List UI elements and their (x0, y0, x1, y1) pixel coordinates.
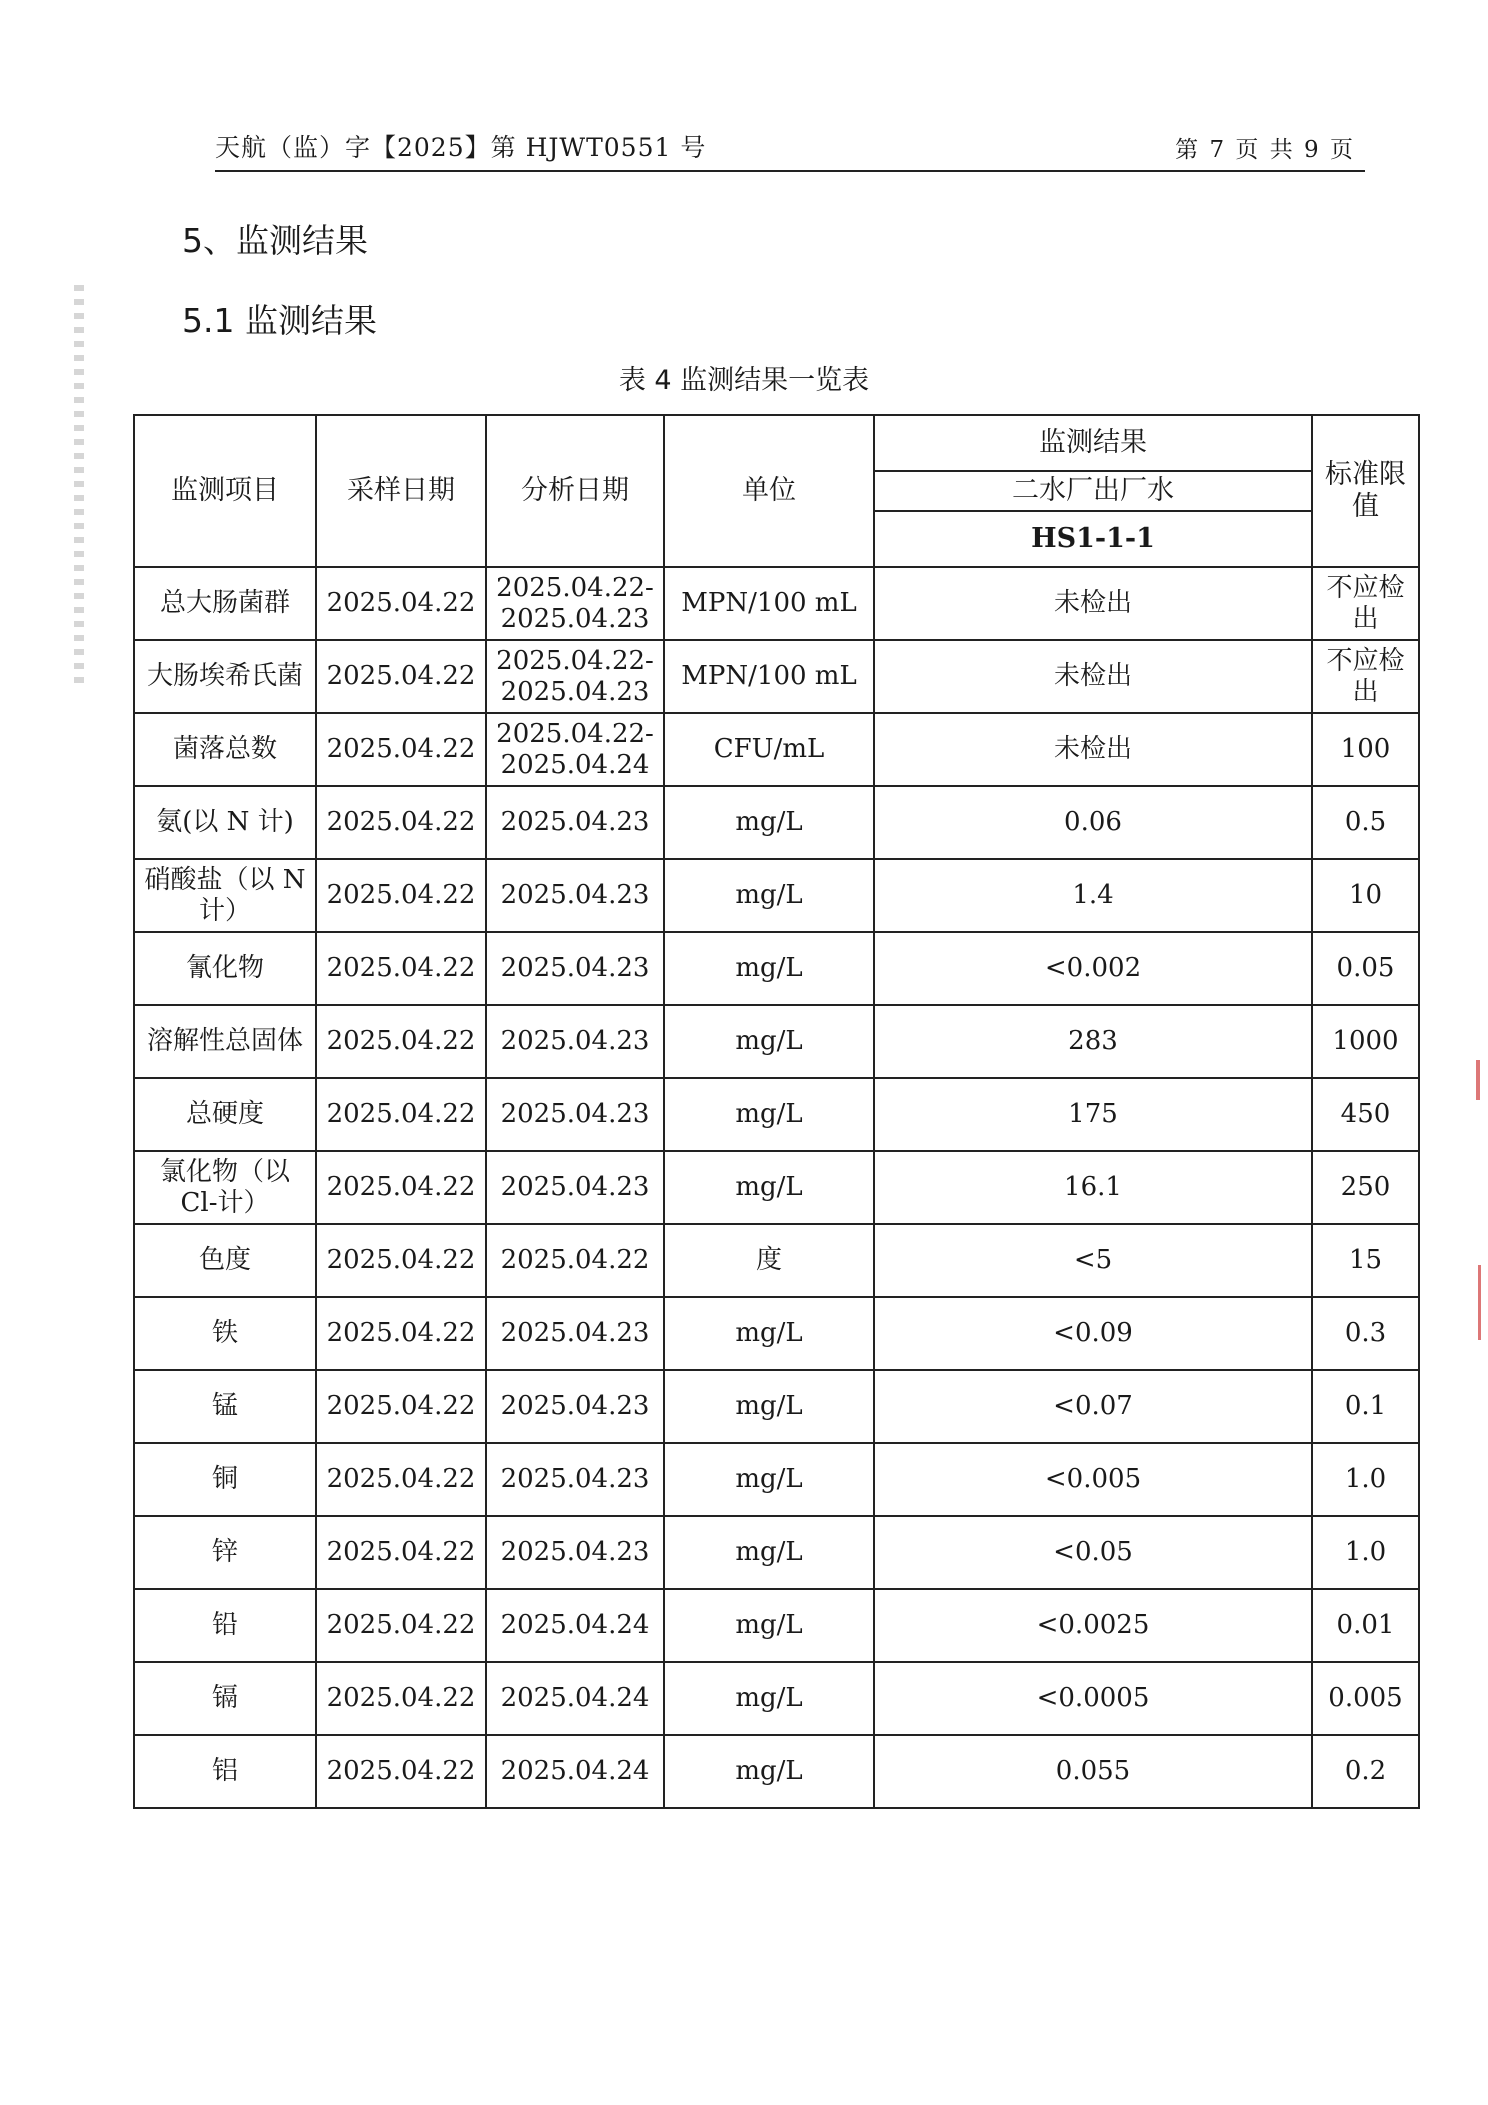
cell-unit: mg/L (664, 859, 874, 932)
cell-unit: mg/L (664, 1078, 874, 1151)
cell-result: 0.055 (874, 1735, 1312, 1808)
cell-analysis-date: 2025.04.22-2025.04.24 (486, 713, 664, 786)
cell-item: 色度 (134, 1224, 316, 1297)
cell-sample-date: 2025.04.22 (316, 1589, 486, 1662)
cell-sample-date: 2025.04.22 (316, 1151, 486, 1224)
cell-item: 氯化物（以 Cl-计） (134, 1151, 316, 1224)
cell-unit: mg/L (664, 1297, 874, 1370)
cell-limit: 1.0 (1312, 1516, 1419, 1589)
cell-unit: mg/L (664, 1662, 874, 1735)
header-sample-code: HS1-1-1 (874, 511, 1312, 567)
cell-limit: 0.1 (1312, 1370, 1419, 1443)
doc-number: 天航（监）字【2025】第 HJWT0551 号 (215, 133, 707, 162)
cell-limit: 0.01 (1312, 1589, 1419, 1662)
cell-result: <0.05 (874, 1516, 1312, 1589)
cell-result: <0.0005 (874, 1662, 1312, 1735)
table-row (134, 1370, 1419, 1443)
cell-sample-date: 2025.04.22 (316, 713, 486, 786)
results-body (134, 567, 1419, 1808)
cell-limit: 不应检出 (1312, 640, 1419, 713)
header-limit: 标准限值 (1312, 415, 1419, 567)
stamp-mark (1476, 1060, 1480, 1100)
cell-result: 16.1 (874, 1151, 1312, 1224)
cell-sample-date: 2025.04.22 (316, 1224, 486, 1297)
table-row (134, 1662, 1419, 1735)
cell-result: 283 (874, 1005, 1312, 1078)
section-title: 5、监测结果 (182, 221, 368, 260)
cell-result: <0.002 (874, 932, 1312, 1005)
cell-result: 未检出 (874, 713, 1312, 786)
cell-result: 未检出 (874, 567, 1312, 640)
cell-limit: 10 (1312, 859, 1419, 932)
cell-sample-date: 2025.04.22 (316, 1735, 486, 1808)
cell-item: 铜 (134, 1443, 316, 1516)
cell-limit: 250 (1312, 1151, 1419, 1224)
cell-item: 铅 (134, 1589, 316, 1662)
table-row (134, 859, 1419, 932)
cell-analysis-date: 2025.04.22-2025.04.23 (486, 640, 664, 713)
cell-result: <5 (874, 1224, 1312, 1297)
table-row (134, 1151, 1419, 1224)
table-row (134, 1516, 1419, 1589)
table-row (134, 1297, 1419, 1370)
cell-analysis-date: 2025.04.22-2025.04.23 (486, 567, 664, 640)
cell-limit: 450 (1312, 1078, 1419, 1151)
cell-analysis-date: 2025.04.23 (486, 1005, 664, 1078)
table-row (134, 713, 1419, 786)
cell-result: 0.06 (874, 786, 1312, 859)
header-sample-date: 采样日期 (316, 415, 486, 567)
cell-limit: 1000 (1312, 1005, 1419, 1078)
cell-limit: 不应检出 (1312, 567, 1419, 640)
cell-analysis-date: 2025.04.24 (486, 1589, 664, 1662)
binding-edge-mark (74, 285, 84, 685)
table-row (134, 1005, 1419, 1078)
cell-sample-date: 2025.04.22 (316, 786, 486, 859)
cell-sample-date: 2025.04.22 (316, 1662, 486, 1735)
cell-limit: 0.005 (1312, 1662, 1419, 1735)
cell-item: 氰化物 (134, 932, 316, 1005)
table-row (134, 1443, 1419, 1516)
cell-sample-date: 2025.04.22 (316, 859, 486, 932)
cell-unit: MPN/100 mL (664, 567, 874, 640)
cell-unit: mg/L (664, 786, 874, 859)
table-row (134, 1224, 1419, 1297)
cell-unit: mg/L (664, 1370, 874, 1443)
cell-sample-date: 2025.04.22 (316, 567, 486, 640)
cell-unit: mg/L (664, 1005, 874, 1078)
page-header (215, 128, 1365, 172)
header-analysis-date: 分析日期 (486, 415, 664, 567)
cell-item: 总大肠菌群 (134, 567, 316, 640)
cell-result: <0.005 (874, 1443, 1312, 1516)
cell-unit: mg/L (664, 1443, 874, 1516)
header-result: 监测结果 (874, 415, 1312, 471)
table-row (134, 567, 1419, 640)
table-row (134, 1078, 1419, 1151)
cell-unit: mg/L (664, 1589, 874, 1662)
cell-result: 未检出 (874, 640, 1312, 713)
cell-unit: mg/L (664, 1516, 874, 1589)
table-row (134, 1735, 1419, 1808)
cell-analysis-date: 2025.04.23 (486, 1516, 664, 1589)
cell-item: 镉 (134, 1662, 316, 1735)
cell-limit: 1.0 (1312, 1443, 1419, 1516)
cell-unit: MPN/100 mL (664, 640, 874, 713)
cell-unit: 度 (664, 1224, 874, 1297)
cell-sample-date: 2025.04.22 (316, 640, 486, 713)
table-row (134, 932, 1419, 1005)
cell-unit: CFU/mL (664, 713, 874, 786)
cell-result: <0.0025 (874, 1589, 1312, 1662)
cell-analysis-date: 2025.04.22 (486, 1224, 664, 1297)
cell-result: 1.4 (874, 859, 1312, 932)
cell-result: <0.09 (874, 1297, 1312, 1370)
header-site: 二水厂出厂水 (874, 471, 1312, 511)
cell-analysis-date: 2025.04.23 (486, 1078, 664, 1151)
cell-analysis-date: 2025.04.23 (486, 1370, 664, 1443)
cell-sample-date: 2025.04.22 (316, 1443, 486, 1516)
cell-item: 铁 (134, 1297, 316, 1370)
cell-sample-date: 2025.04.22 (316, 1370, 486, 1443)
cell-sample-date: 2025.04.22 (316, 1005, 486, 1078)
stamp-mark (1478, 1265, 1481, 1340)
subsection-title: 5.1 监测结果 (182, 301, 377, 340)
cell-item: 硝酸盐（以 N 计） (134, 859, 316, 932)
cell-item: 铝 (134, 1735, 316, 1808)
header-unit: 单位 (664, 415, 874, 567)
results-table (133, 414, 1420, 1809)
cell-analysis-date: 2025.04.24 (486, 1735, 664, 1808)
cell-sample-date: 2025.04.22 (316, 1516, 486, 1589)
cell-sample-date: 2025.04.22 (316, 932, 486, 1005)
cell-item: 大肠埃希氏菌 (134, 640, 316, 713)
page-info: 第 7 页 共 9 页 (1175, 137, 1355, 163)
cell-item: 溶解性总固体 (134, 1005, 316, 1078)
cell-analysis-date: 2025.04.23 (486, 1151, 664, 1224)
table-row (134, 640, 1419, 713)
cell-limit: 0.2 (1312, 1735, 1419, 1808)
cell-sample-date: 2025.04.22 (316, 1297, 486, 1370)
cell-limit: 15 (1312, 1224, 1419, 1297)
cell-analysis-date: 2025.04.23 (486, 1297, 664, 1370)
cell-item: 锌 (134, 1516, 316, 1589)
cell-limit: 0.3 (1312, 1297, 1419, 1370)
cell-result: 175 (874, 1078, 1312, 1151)
cell-item: 锰 (134, 1370, 316, 1443)
cell-limit: 0.05 (1312, 932, 1419, 1005)
cell-unit: mg/L (664, 1735, 874, 1808)
cell-item: 菌落总数 (134, 713, 316, 786)
cell-analysis-date: 2025.04.23 (486, 859, 664, 932)
cell-limit: 0.5 (1312, 786, 1419, 859)
cell-item: 氨(以 N 计) (134, 786, 316, 859)
cell-sample-date: 2025.04.22 (316, 1078, 486, 1151)
cell-unit: mg/L (664, 1151, 874, 1224)
cell-item: 总硬度 (134, 1078, 316, 1151)
cell-result: <0.07 (874, 1370, 1312, 1443)
table-row (134, 1589, 1419, 1662)
cell-limit: 100 (1312, 713, 1419, 786)
table-caption: 表 4 监测结果一览表 (618, 365, 870, 396)
header-item: 监测项目 (134, 415, 316, 567)
table-row (134, 786, 1419, 859)
cell-unit: mg/L (664, 932, 874, 1005)
cell-analysis-date: 2025.04.23 (486, 786, 664, 859)
cell-analysis-date: 2025.04.23 (486, 932, 664, 1005)
cell-analysis-date: 2025.04.24 (486, 1662, 664, 1735)
cell-analysis-date: 2025.04.23 (486, 1443, 664, 1516)
